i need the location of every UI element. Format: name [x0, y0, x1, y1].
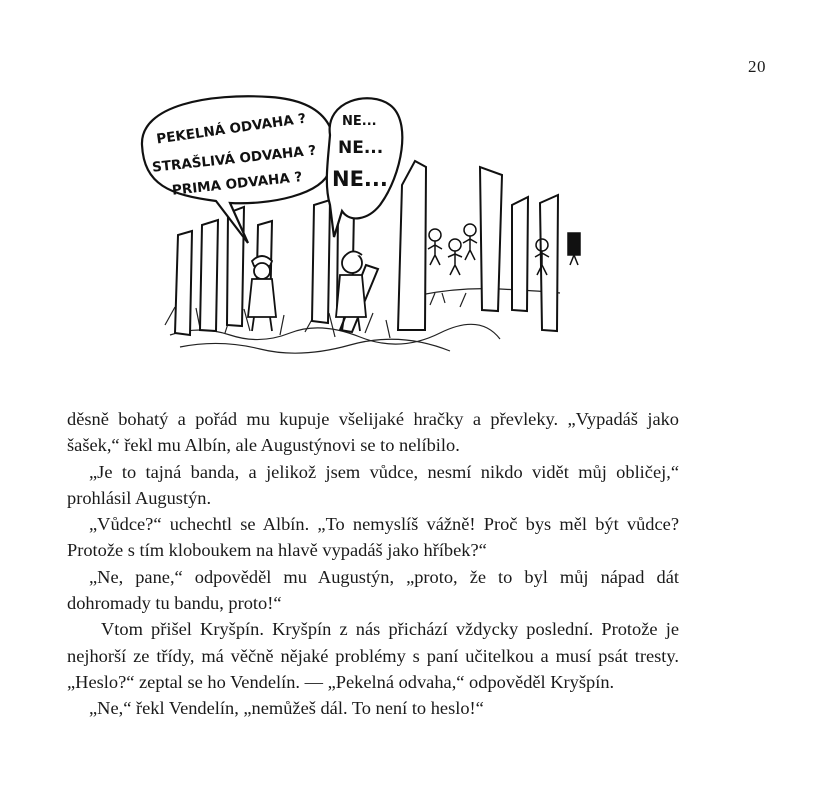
paragraph-6: „Ne,“ řekl Vendelín, „nemůžeš dál. To není to heslo!“ [89, 698, 484, 719]
paragraph-3: „Vůdce?“ uchechtl se Albín. „To nemyslíš vážně! Proč bys měl být vůdce? Protože s tím kloboukem na hlavě vypadáš jako hříbek?“ [67, 514, 679, 561]
svg-text:NE... [342, 114, 377, 129]
speech-balloon-right [327, 98, 402, 237]
illustration [130, 85, 600, 370]
paragraph-5: Vtom přišel Kryšpín. Kryšpín z nás přichází vždycky poslední. Protože je nejhorší ze třídy, má věčně nějaké problémy s paní učitelkou a musí psát tresty. „Heslo?“ zeptal se ho Vendelín. — „Pekelná odvaha,“ odpověděl Kryšpín. [67, 619, 679, 692]
paragraph-1: děsně bohatý a pořád mu kupuje všelijaké hračky a převleky. „Vypadáš jako šašek,“ řekl mu Albín, ale Augustýnovi se to nelíbilo. [67, 409, 679, 456]
balloon-left-line-1: PEKELNÁ ODVAHA ? [155, 110, 308, 148]
svg-text:NE... [332, 167, 388, 191]
paragraph-4: „Ne, pane,“ odpověděl mu Augustýn, „proto, že to byl můj nápad dát dohromady tu bandu, proto!“ [67, 566, 679, 614]
paragraph-2: „Je to tajná banda, a jelikož jsem vůdce, nesmí nikdo vidět můj obličej,“ prohlásil Augustýn. [67, 461, 679, 508]
speech-balloon-left [142, 96, 334, 243]
page-number: 20 [748, 57, 766, 76]
balloon-right-line-2: NE... [338, 138, 384, 158]
balloon-left-line-2: STRAŠLIVÁ ODVAHA ? [151, 142, 317, 176]
balloon-right-line-1: NE... [342, 114, 377, 129]
svg-text:NE... [338, 138, 383, 158]
body-text [67, 406, 679, 722]
balloon-left-line-3: PRIMA ODVAHA ? [171, 169, 304, 199]
balloon-right-line-3: NE... [332, 167, 388, 191]
